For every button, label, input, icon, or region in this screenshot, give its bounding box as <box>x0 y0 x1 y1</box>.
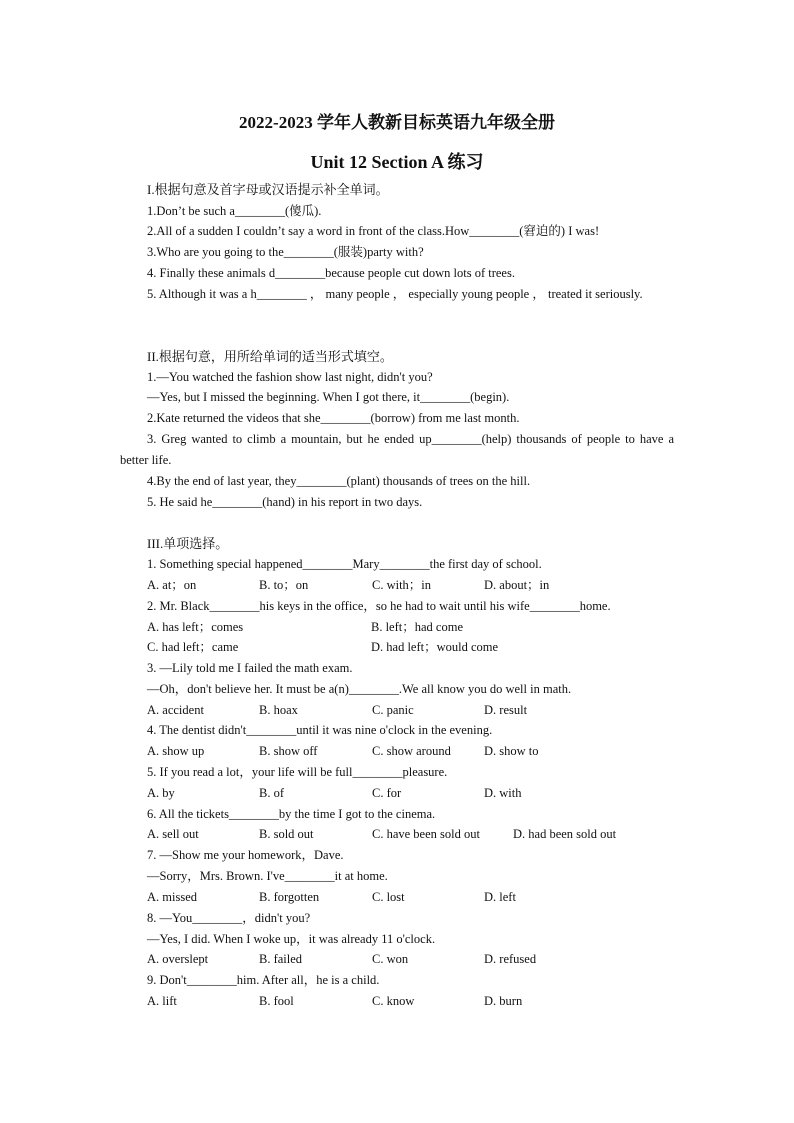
option-a: A. has left；comes <box>147 620 244 634</box>
question-line: —Oh，don't believe her. It must be a(n)________.We all know you do well in math. <box>147 682 572 696</box>
option-d: D. about；in <box>484 578 550 592</box>
option-b: B. fool <box>259 994 294 1008</box>
option-b: B. sold out <box>259 827 314 841</box>
section-heading-part1: I.根据句意及首字母或汉语提示补全单词。 <box>147 182 389 197</box>
document-subtitle: Unit 12 Section A 练习 <box>310 152 484 172</box>
option-d: D. with <box>484 786 522 800</box>
option-a: A. show up <box>147 744 205 758</box>
question-line: 5. If you read a lot，your life will be full________pleasure. <box>147 765 448 779</box>
option-c: C. had left；came <box>147 640 239 654</box>
question-line: 5. He said he________(hand) in his report in two days. <box>147 495 423 509</box>
option-d: D. burn <box>484 994 523 1008</box>
question-line: 2. Mr. Black________his keys in the office，so he had to wait until his wife________home. <box>147 599 611 613</box>
question-line: —Yes, but I missed the beginning. When I got there, it________(begin). <box>147 390 510 404</box>
option-a: A. by <box>147 786 175 800</box>
option-b: B. show off <box>259 744 318 758</box>
option-c: C. with；in <box>372 578 432 592</box>
question-line: 1. Something special happened________Mary________the first day of school. <box>147 557 542 571</box>
option-b: B. left；had come <box>371 620 463 634</box>
question-line: 6. All the tickets________by the time I got to the cinema. <box>147 807 436 821</box>
option-b: B. to；on <box>259 578 309 592</box>
question-line: —Yes, I did. When I woke up，it was already 11 o'clock. <box>147 932 436 946</box>
document-title: 2022-2023 学年人教新目标英语九年级全册 <box>239 113 555 132</box>
question-line: 1.Don’t be such a________(傻瓜). <box>147 204 322 218</box>
option-a: A. lift <box>147 994 177 1008</box>
option-a: A. missed <box>147 890 197 904</box>
option-a: A. overslept <box>147 952 209 966</box>
option-d: D. left <box>484 890 516 904</box>
section-heading-part3: III.单项选择。 <box>147 536 229 551</box>
option-d: D. result <box>484 703 528 717</box>
option-d: D. had been sold out <box>513 827 617 841</box>
option-a: A. at；on <box>147 578 197 592</box>
option-b: B. forgotten <box>259 890 320 904</box>
question-line: 8. —You________，didn't you? <box>147 911 311 925</box>
option-b: B. failed <box>259 952 303 966</box>
option-c: C. know <box>372 994 415 1008</box>
question-paragraph: 5. Although it was a h________ ， many people ， especially young people ， treated it seriously. <box>147 287 643 301</box>
option-b: B. hoax <box>259 703 298 717</box>
question-line: 9. Don't________him. After all，he is a child. <box>147 973 380 987</box>
option-d: D. refused <box>484 952 537 966</box>
option-b: B. of <box>259 786 284 800</box>
section-heading-part2: II.根据句意，用所给单词的适当形式填空。 <box>147 349 393 364</box>
question-line: 2.All of a sudden I couldn’t say a word in front of the class.How________(窘迫的) I was! <box>147 224 600 238</box>
question-paragraph: 3. Greg wanted to climb a mountain, but he ended up________(help) thousands of people to have a better life. <box>120 432 674 467</box>
question-line: —Sorry，Mrs. Brown. I've________it at home. <box>147 869 388 883</box>
question-line: 7. —Show me your homework，Dave. <box>147 848 344 862</box>
option-c: C. have been sold out <box>372 827 480 841</box>
option-d: D. show to <box>484 744 539 758</box>
question-line: 4. Finally these animals d________because people cut down lots of trees. <box>147 266 515 280</box>
option-d: D. had left；would come <box>371 640 499 654</box>
option-c: C. show around <box>372 744 451 758</box>
option-c: C. for <box>372 786 402 800</box>
question-line: 3.Who are you going to the________(服装)party with? <box>147 245 424 259</box>
option-c: C. won <box>372 952 409 966</box>
question-line: 4. The dentist didn't________until it was nine o'clock in the evening. <box>147 723 493 737</box>
question-line: 1.—You watched the fashion show last night, didn't you? <box>147 370 433 384</box>
option-a: A. accident <box>147 703 204 717</box>
option-c: C. panic <box>372 703 414 717</box>
question-line: 4.By the end of last year, they________(plant) thousands of trees on the hill. <box>147 474 531 488</box>
option-c: C. lost <box>372 890 405 904</box>
question-line: 3. —Lily told me I failed the math exam. <box>147 661 353 675</box>
question-line: 2.Kate returned the videos that she________(borrow) from me last month. <box>147 411 520 425</box>
option-a: A. sell out <box>147 827 199 841</box>
